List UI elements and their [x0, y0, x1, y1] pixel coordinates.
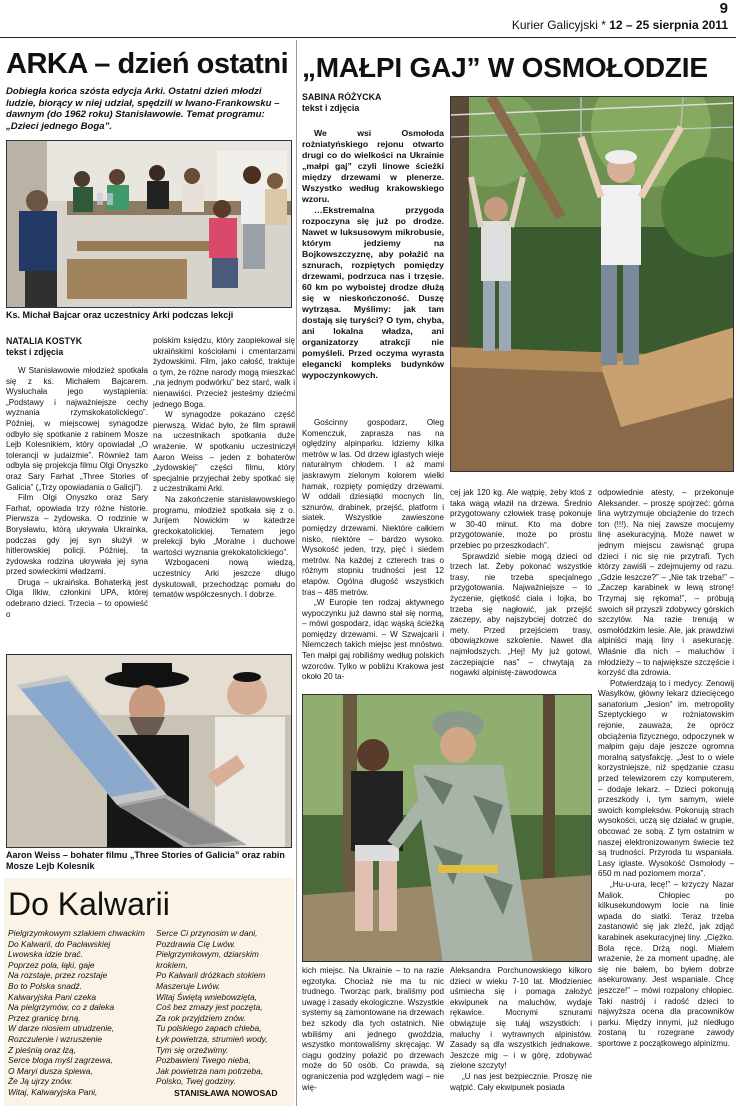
poem-line: Z pieśnią oraz łzą,	[8, 1044, 76, 1055]
right-article-bottom-col1	[302, 966, 444, 1102]
weiss-kolesnik-photo	[6, 654, 292, 848]
harness-photo-image	[303, 695, 592, 962]
rope-park-photo-image	[451, 97, 734, 472]
poem-col2	[156, 928, 292, 1087]
poem-line: Pielgrzymkowym, dziarskim krokiem,	[156, 949, 259, 970]
right-article-col2	[450, 488, 592, 692]
poem-line: Lwowska idzie brać.	[8, 949, 83, 960]
rope-park-photo	[450, 96, 734, 472]
poem-line: Jak powietrza nam potrzeba,	[156, 1065, 264, 1076]
left-byline-role: tekst i zdjęcia	[6, 347, 64, 357]
lead-paragraph: We wsi Osmołoda rożniatyńskiego rejonu otwarto drugi co do wielkości na Ukrainie „małpi gaj” czyli linowe ścieżki między drzewami w plenerze. Wszystko według krakowskiego wzoru.	[302, 128, 444, 204]
poem-line: Do Kalwarii, do Pacławskiej	[8, 938, 111, 949]
weiss-kolesnik-photo-image	[7, 655, 292, 848]
poem-line: Bo to Polska snadź.	[8, 980, 83, 991]
poem-line: Pozbawieni Twego nieba,	[156, 1055, 251, 1066]
left-lead-box	[6, 86, 294, 144]
paragraph: kich miejsc. Na Ukrainie – to na razie egzotyka. Chociaż nie ma tu nic trudnego. Tworząc park, braliśmy pod uwagę i zasady ekologiczne. Wszystkie systemy są zamontowane na drzewach bez szkody dla tych ostatnich. Nie wbiliśmy ani jednego gwoździa, wszystko montowaliśmy skręcając. W ciągu godziny połazić po drzewach może do 50 osób. Co prawda, są ograniczenia pod względem wagi – nie wię-	[302, 966, 444, 1092]
paragraph: polskim księdzu, który zaopiekował się ukraińskimi kościołami i cmentarzami żydowskimi. Film, jako całość, traktuje o tym, że różne narody mogą mieszkać „na jednym podwórku” bez starć, walk i nienawiści. Przecież jesteśmy dziećmi jednego Boga.	[153, 336, 295, 409]
paragraph: Na zakończenie stanisławowskiego programu, młodzież spotkała się z o. Jurijem Nowickim w katedrze greckokatolickiej. Tematem jego prelekcji było „Moralne i duchowe wartości wyznania grekokatolickiego”.	[153, 494, 295, 557]
poem-line: Maszeruje Lwów.	[156, 980, 221, 991]
paragraph: „W Europie ten rodzaj aktywnego wypoczynku już dawno stał się normą, – mówi gospodarz, idąc wąską ścieżką pomiędzy drzewami. – W Szwajcarii i Niemczech takich miejsc jest mnóstwo. Ten małpi gaj robiliśmy według polskich wzorców. Tylko w pobliżu Krakowa jest około 20 ta-	[302, 598, 444, 682]
page-number: 9	[719, 0, 728, 17]
right-article-title: „MAŁPI GAJ” W OSMOŁODZIE	[302, 52, 708, 83]
left-article-col2	[153, 336, 295, 654]
lead-paragraph: …Ekstremalna przygoda rozpoczyna się już po drodze. Nawet w luksusowym mikrobusie, którym jedziemy na Bojkowszczyznę, aby połaźić na sznurach, rozpiętych pomiędzy drzewami, podrzuca nas i trzęsie. 60 km po wyboistej drodze dłużą się w nieskończoność. Duszę wytrząsa. Myślimy: jak tam dostają się turyści? O tym, chyba, ani lokalna władza, ani organizatorzy atrakcji nie pomyśleli. Przed oczyma wyrasta elegancki kompleks budynków wypoczynkowych.	[302, 205, 444, 380]
right-article-col1	[302, 418, 444, 692]
poem-line: O Maryi dusza śpiewa,	[8, 1065, 93, 1076]
poem-line: Przez granicę brną.	[8, 1012, 81, 1023]
poem-line: Po Kalwarii dróżkach stokiem	[156, 970, 266, 981]
paragraph: Gościnny gospodarz, Oleg Komenczuk, zaprasza nas na oględziny alpinparku. Idziemy kilka metrów w las. Od drzew iglastych wieje naturalnym chłodem. I aż mami jaskrawym zielonym kolorem wielki hamak, rozpięty pomiędzy drzewami. W oddali dziesiątki mocnych lin, sznurów, drabinek, przejść, platform i siatek. Wszystkie zawieszone pomiędzy drzewami. Niektóre całkiem nisko, niektóre – bardzo wysoko. Wysokość jeden, trzy, pięć i siedem metrów. Na każdej z czterech tras o różnym stopniu trudności jest 12 etapów. Ogólna długość wszystkich tras – 485 metrów.	[302, 418, 444, 597]
paragraph: Film Olgi Onyszko oraz Sary Farhat, opowiada trzy różne historie. Pierwsza – żydowska. O rodzinie w Borysławiu, którą ukrywała Ukrainka, podczas gdy jej syn służył w hitlerowskiej policji. Później, ta żydowska rodzina ukrywała jej syna przed sowieckimi władzami.	[6, 493, 148, 577]
poem-line: Kalwaryjska Pani czeka	[8, 991, 96, 1002]
poem-line: Że Ją ujrzy znów.	[8, 1076, 73, 1087]
poem-line: Pozdrawia Cię Lwów.	[156, 938, 236, 949]
poem-line: Łyk powietrza, strumień wody,	[156, 1033, 268, 1044]
poem-author: STANISŁAWA NOWOSAD	[174, 1088, 278, 1098]
poem-line: Na rozstaje, przez rozstaje	[8, 970, 108, 981]
weiss-kolesnik-caption: Aaron Weiss – bohater filmu „Three Stories of Galicia” oraz rabin Mosze Lejb Kolesnik	[6, 850, 285, 871]
paragraph: Sprawdzić siebie mogą dzieci od trzech lat. Żeby pokonać wszystkie trasy, nie trzeba specjalnego przygotowania. Najważniejsze – to życzenie, giętkość ciała i lojka, bo trzeba się nagłowić, jak przejść zaczepy, aby najszybciej dotrzeć do mety. Przed przejściem trasy, obowiązkowe szkolenie. Nawet dla najmłodszych. „Hej! My już gotowi, zaczepiajcie nas” – chwytają za nogawki alpinistę-zawodowca	[450, 551, 592, 678]
poem-line: Na pielgrzymów, co z daleka	[8, 1002, 115, 1013]
paragraph: Wzbogaceni nową wiedzą, uczestnicy Arki jeszcze długo dyskutowali, przechodząc pomału do tematów współczesnych. I dobrze.	[153, 558, 295, 600]
right-byline-role: tekst i zdjęcia	[302, 103, 360, 113]
paragraph: „Hu-u-ura, lecę!” – krzyczy Nazar Maliok. Chłopiec po kilkusekundowym locie na linie wpada do siatki. Teraz trzeba zastanowić się jak zleźć, jak zdjąć karabinek asekuracyjnej liny. „Ciężko. Bola ręce. Drżą nogi. Miałem wrażenie, że za moment upadnę, ale się nie bałem, bo byłem dobrze asekurowany. Jest wspaniale. Chcę jeszcze!” – mówi rozpalony chłopiec. Taki nastrój i radość dzieci to najwyższa ocena dla pracowników parku. Między innymi, już niedługo zostaną tu rozegrane zawody sportowe z początkowego alpinizmu.	[598, 879, 734, 1048]
harness-photo	[302, 694, 592, 962]
left-article-title: ARKA – dzień ostatni	[6, 48, 289, 80]
right-byline-name: SABINA RÓŻYCKA	[302, 92, 382, 102]
poem-line: Polsko, Twej godziny.	[156, 1076, 236, 1087]
poem-line: W darze niosiem utrudzenie,	[8, 1023, 115, 1034]
right-title-box	[302, 48, 732, 90]
right-article-bottom-col2	[450, 966, 592, 1102]
right-lead-col	[302, 92, 444, 418]
poem-line: Coś bez zmazy jest poczęta,	[156, 1002, 263, 1013]
poem-line: Serce Ci przynosim w dani,	[156, 928, 258, 938]
left-byline-name: NATALIA KOSTYK	[6, 336, 83, 346]
paragraph: odpowiednie atesty, – przekonuje Aleksander. – proszę spojrzeć: górna lina wytrzymuje obciążenie do trzech ton (!!!). Na niej zawsze mocujemy linę asekuracyjną. Może nawet w jednym miejscu zawisnąć grupa dzieci i nic się nie przytrafi. Tych którzy zawiśli – zdejmujemy od razu. „Gdzie leszcze?” – „Nie tak trzeba!” – „Zaczep karabinek w lewą stronę! Trzymaj się rękoma!”, – próbują swoich sił przyszli zdobywcy górskich szczytów. Na razie trenują w osmołódzkim lesie. Ale, jak prawdziwi alpiniści mają liny i asekurację. Właśnie dla nich – maluchów i młodzieży – to największe szczęście i korzyść dla zdrowia.	[598, 488, 734, 678]
poem-line: Witaj Świętą wniebowzięta,	[156, 991, 257, 1002]
paragraph: Druga – ukraińska. Bohaterką jest Olga Ilkiw, członkini UPA, której odebrano dzieci. Trzecia – to opowieść o	[6, 577, 148, 619]
paragraph: W synagodze pokazano część pierwszą. Widać było, że film sprawił na uczestnikach spotkania duże wrażenie. W spotkaniu uczestniczył Aaron Weiss – jeden z bohaterów „żydowskiej” części filmu, który specjalnie przyjechał żeby spotkać się z uczestnikami Arki.	[153, 410, 295, 494]
left-article-col1	[6, 336, 148, 654]
poem-col1	[8, 928, 148, 1098]
poem-line: Tu polskiego zapach chleba,	[156, 1023, 262, 1034]
poem-box	[4, 878, 294, 1106]
paragraph: Potwierdzają to i medycy. Zenowij Wasylków, główny lekarz dziecięcego sanatorium „Jesion” im. metropolity Szeptyckiego w rożniatowskim rejonie, zauważa, że oprócz obciążenia fizycznego, odpoczynek w małpim gaju daje jeszcze ogromna moralną satysfakcję. „Jest to o wiele korzystniejsze, niż spędzanie czasu przed telewizorem czy komputerem, – dodaje lekarz. – Dzieci pokonują przeszkody i, tym samym, wiele swoich kompleksów. Pokonują strach wysokości, uczą się działać w grupie, obcować ze sobą. Z tym ostatnim w naszej elektronizowanym świecie też są trudności. Przyroda tu wspaniała. Lasy iglaste. Wysokość Osmołody – 650 m nad poziomem morza”.	[598, 678, 734, 879]
poem-line: Za rok przyjdziem znów.	[156, 1012, 246, 1023]
lesson-photo-image	[7, 141, 292, 308]
masthead	[512, 18, 728, 32]
left-article-lead: Dobiegła końca szósta edycja Arki. Ostatni dzień młodzi ludzie, biorący w niej udział, spędzili w Iwano-Frankowsku – dawnym (do 1962 roku) Stanisławowie. Temat programu: „Dzieci jednego Boga”.	[6, 86, 280, 132]
masthead-name: Kurier Galicyjski	[511, 18, 598, 32]
poem-title: Do Kalwarii	[8, 886, 170, 922]
paragraph: „U nas jest bezpiecznie. Proszę nie wątpić. Cały ekwipunek posiada	[450, 1071, 592, 1092]
column-divider	[296, 40, 297, 1106]
right-article-col3	[598, 488, 734, 1100]
paragraph: W Stanisławowie młodzież spotkała się z ks. Michałem Bajcarem. Wysłuchała jego wystąpienia: „Podstawy i najważniejsze cechy wyznania rzymskokatolickiego”. Później, w miejscowej synagodze odbyło się spotkanie z rabinem Mosze Lejb Kolesnikiem, który opowiadał „O tolerancji w judaizmie”. Również tam odbyła się projekcja filmu Olgi Onyszko oraz Sary Farhat „Three Stories of Galicia” („Trzy opowiadania o Galicji”).	[6, 366, 148, 492]
poem-line: Poprzez pola, łąki, gaje	[8, 959, 95, 970]
poem-line: Pielgrzymkowym szlakiem chwackim	[8, 928, 145, 938]
issue-date: 12 – 25 sierpnia 2011	[609, 18, 728, 32]
poem-line: Rozczulenie i wzruszenie	[8, 1033, 103, 1044]
paragraph: Aleksandra Porchunowskiego kilkoro dzieci w wieku 7-10 lat. Młodzieniec uśmiecha się i pomaga założyć ekwipunek na maluchów, wydaje rękawice. Mocnymi sznurami obwiązuje się tułąj wszystkich: i maluchy i wytrawnych alpinistów. Zasady są dla wszystkich jednakowe. Jeszcze mig – i w górę, zdobywać zielone szczyty!	[450, 966, 592, 1071]
date-separator: *	[597, 18, 610, 32]
page-header	[0, 0, 736, 38]
left-title-box	[6, 46, 294, 86]
poem-line: Serce bloga myśl zagrzewa,	[8, 1055, 113, 1066]
lesson-photo	[6, 140, 292, 308]
poem-line: Tym się orzeźwimy.	[156, 1044, 229, 1055]
paragraph: cej jak 120 kg. Ale wątpię, żeby ktoś z taka wagą właził na drzewa. Średnio przygotowany człowiek trasę pokonuje w 30-40 minut. Kto ma dobre przygotowanie, może po prostu przebiec po przeszkodach”.	[450, 488, 592, 550]
lesson-photo-caption: Ks. Michał Bajcar oraz uczestnicy Arki podczas lekcji	[6, 310, 234, 320]
poem-line: Witaj, Kalwaryjska Pani,	[8, 1086, 98, 1097]
